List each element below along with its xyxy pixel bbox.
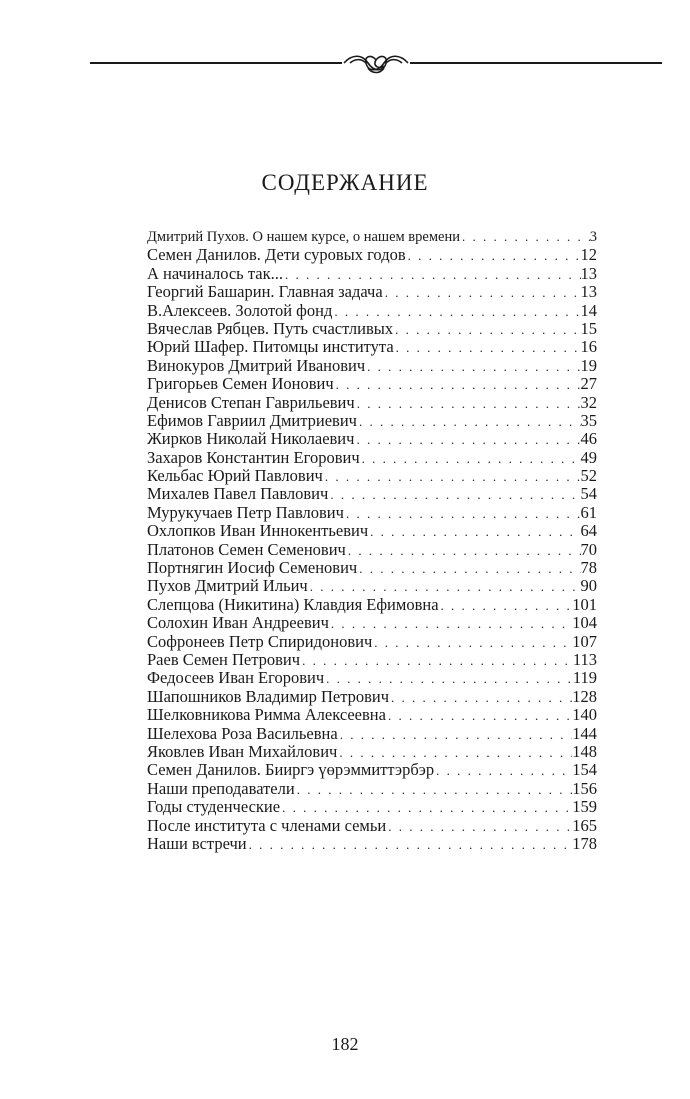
toc-entry [147,265,597,283]
toc-entry-title: Раев Семен Петрович [147,650,301,669]
toc-entry-title: Денисов Степан Гаврильевич [147,393,355,412]
toc-entry-page: 119 [572,669,597,688]
toc-entry-page: 16 [580,338,597,357]
toc-entry-page: 107 [572,632,597,651]
toc-entry-title: Пухов Дмитрий Ильич [147,577,308,596]
toc-leader-dots [338,726,573,743]
toc-entry [147,246,597,264]
toc-entry [147,522,597,540]
toc-entry [147,688,597,706]
toc-leader-dots [308,578,581,595]
toc-entry-page: 27 [580,375,597,394]
toc-entry-page: 159 [572,798,597,817]
toc-entry-title: Шапошников Владимир Петрович [147,687,390,706]
toc-entry-page: 13 [580,283,597,302]
toc-entry-page: 19 [580,356,597,375]
toc-entry [147,467,597,485]
toc-entry-title: Шелехова Роза Васильевна [147,724,338,743]
toc-entry-title: Захаров Константин Егорович [147,448,360,467]
toc-entry [147,357,597,375]
toc-entry-title: Шелковникова Римма Алексеевна [147,706,386,725]
toc-entry-title: Наши встречи [147,834,247,853]
toc-entry-page: 52 [580,467,597,486]
toc-entry [147,559,597,577]
toc-leader-dots [460,228,590,246]
toc-entry-title: Кельбас Юрий Павлович [147,467,323,486]
toc-entry [147,761,597,779]
toc-entry [147,798,597,816]
toc-entry-title: После института с членами семьи [147,816,387,835]
toc-entry [147,725,597,743]
toc-entry-title: Годы студенческие [147,798,281,817]
toc-entry-page: 12 [580,246,597,265]
toc-entry-title: Григорьев Семен Ионович [147,375,334,394]
toc-entry-page: 113 [572,650,597,669]
page-number: 182 [331,1034,359,1054]
toc-entry [147,430,597,448]
toc-entry [147,302,597,320]
toc-leader-dots [355,395,581,412]
toc-entry-page: 90 [580,577,597,596]
toc-entry-title: Вячеслав Рябцев. Путь счастливых [147,319,394,338]
toc-leader-dots [383,284,581,301]
toc-entry-page: 70 [580,540,597,559]
toc-leader-dots [354,431,580,448]
toc-entry-title: Охлопков Иван Иннокентьевич [147,522,369,541]
toc-entry [147,449,597,467]
toc-leader-dots [394,339,581,356]
toc-entry-title: Наши преподаватели [147,779,295,798]
toc-leader-dots [329,615,572,632]
toc-entry [147,394,597,412]
toc-entry-page: 178 [572,834,597,853]
toc-entry-title: Дмитрий Пухов. О нашем курсе, о нашем времени [147,229,460,245]
toc-entry-page: 165 [572,816,597,835]
toc-leader-dots [434,762,572,779]
toc-leader-dots [300,652,573,669]
toc-entry-title: Софронеев Петр Спиридонович [147,632,373,651]
toc-entry [147,835,597,853]
toc-entry-page: 64 [580,522,597,541]
toc-entry-title: Федосеев Иван Егорович [147,669,325,688]
toc-entry [147,504,597,522]
toc-leader-dots [283,266,581,283]
toc-leader-dots [344,505,581,522]
toc-entry-title: Семен Данилов. Дети суровых годов [147,246,406,265]
table-of-contents [147,228,597,853]
toc-leader-dots [346,542,581,559]
toc-entry [147,228,597,246]
toc-entry-title: Платонов Семен Семенович [147,540,346,559]
toc-entry-page: 3 [589,229,597,245]
toc-entry-page: 14 [580,301,597,320]
toc-leader-dots [439,597,573,614]
toc-entry [147,780,597,798]
toc-leader-dots [372,634,572,651]
toc-entry [147,651,597,669]
toc-entry-page: 15 [580,319,597,338]
toc-entry-title: Георгий Башарин. Главная задача [147,283,383,302]
toc-entry [147,375,597,393]
page-title: СОДЕРЖАНИЕ [261,170,429,195]
toc-entry-title: Жирков Николай Николаевич [147,430,355,449]
toc-leader-dots [280,799,572,816]
toc-entry-page: 78 [580,559,597,578]
toc-entry-title: Слепцова (Никитина) Клавдия Ефимовна [147,595,439,614]
toc-leader-dots [360,450,581,467]
toc-leader-dots [389,689,572,706]
header-ornament [90,50,662,76]
toc-entry [147,669,597,687]
toc-entry [147,706,597,724]
toc-entry-title: А начиналось так... [147,264,283,283]
toc-entry-page: 35 [580,411,597,430]
toc-entry-title: Семен Данилов. Бииргэ үөрэммиттэрбэр [147,761,435,780]
toc-entry [147,412,597,430]
toc-leader-dots [323,468,581,485]
toc-entry-title: Яковлев Иван Михайлович [147,742,338,761]
toc-entry-title: Ефимов Гавриил Дмитриевич [147,411,357,430]
toc-entry [147,283,597,301]
toc-leader-dots [386,707,572,724]
toc-entry [147,817,597,835]
toc-entry-title: Портнягин Иосиф Семенович [147,559,358,578]
toc-leader-dots [295,781,573,798]
toc-entry-page: 144 [572,724,597,743]
toc-leader-dots [324,670,573,687]
ornament-rule-right [410,62,662,64]
toc-entry-title: Солохин Иван Андреевич [147,614,329,633]
toc-leader-dots [334,376,581,393]
toc-leader-dots [332,303,580,320]
toc-entry-title: Юрий Шафер. Питомцы института [147,338,394,357]
toc-entry-title: Михалев Павел Павлович [147,485,329,504]
toc-entry-page: 46 [580,430,597,449]
toc-leader-dots [247,836,573,853]
toc-entry-title: Мурукучаев Петр Павлович [147,503,344,522]
toc-leader-dots [328,486,580,503]
ornament-rule-left [90,62,342,64]
toc-leader-dots [393,321,580,338]
toc-entry [147,541,597,559]
toc-entry-page: 101 [572,595,597,614]
toc-entry [147,614,597,632]
toc-entry-page: 32 [580,393,597,412]
toc-entry [147,338,597,356]
flourish-icon [342,50,410,76]
toc-entry-page: 128 [572,687,597,706]
toc-entry-page: 61 [580,503,597,522]
toc-entry [147,596,597,614]
toc-entry [147,485,597,503]
toc-leader-dots [337,744,572,761]
toc-entry-page: 156 [572,779,597,798]
toc-entry [147,743,597,761]
toc-entry [147,320,597,338]
toc-entry-title: В.Алексеев. Золотой фонд [147,301,333,320]
toc-leader-dots [406,247,581,264]
toc-entry-page: 148 [572,742,597,761]
toc-entry [147,633,597,651]
toc-leader-dots [365,358,580,375]
toc-entry-page: 54 [580,485,597,504]
toc-entry [147,577,597,595]
toc-entry-page: 154 [572,761,597,780]
toc-entry-page: 49 [580,448,597,467]
toc-entry-page: 140 [572,706,597,725]
toc-entry-title: Винокуров Дмитрий Иванович [147,356,366,375]
toc-entry-page: 104 [572,614,597,633]
toc-leader-dots [368,523,580,540]
toc-leader-dots [357,413,581,430]
toc-leader-dots [386,818,572,835]
toc-entry-page: 13 [580,264,597,283]
toc-leader-dots [357,560,580,577]
